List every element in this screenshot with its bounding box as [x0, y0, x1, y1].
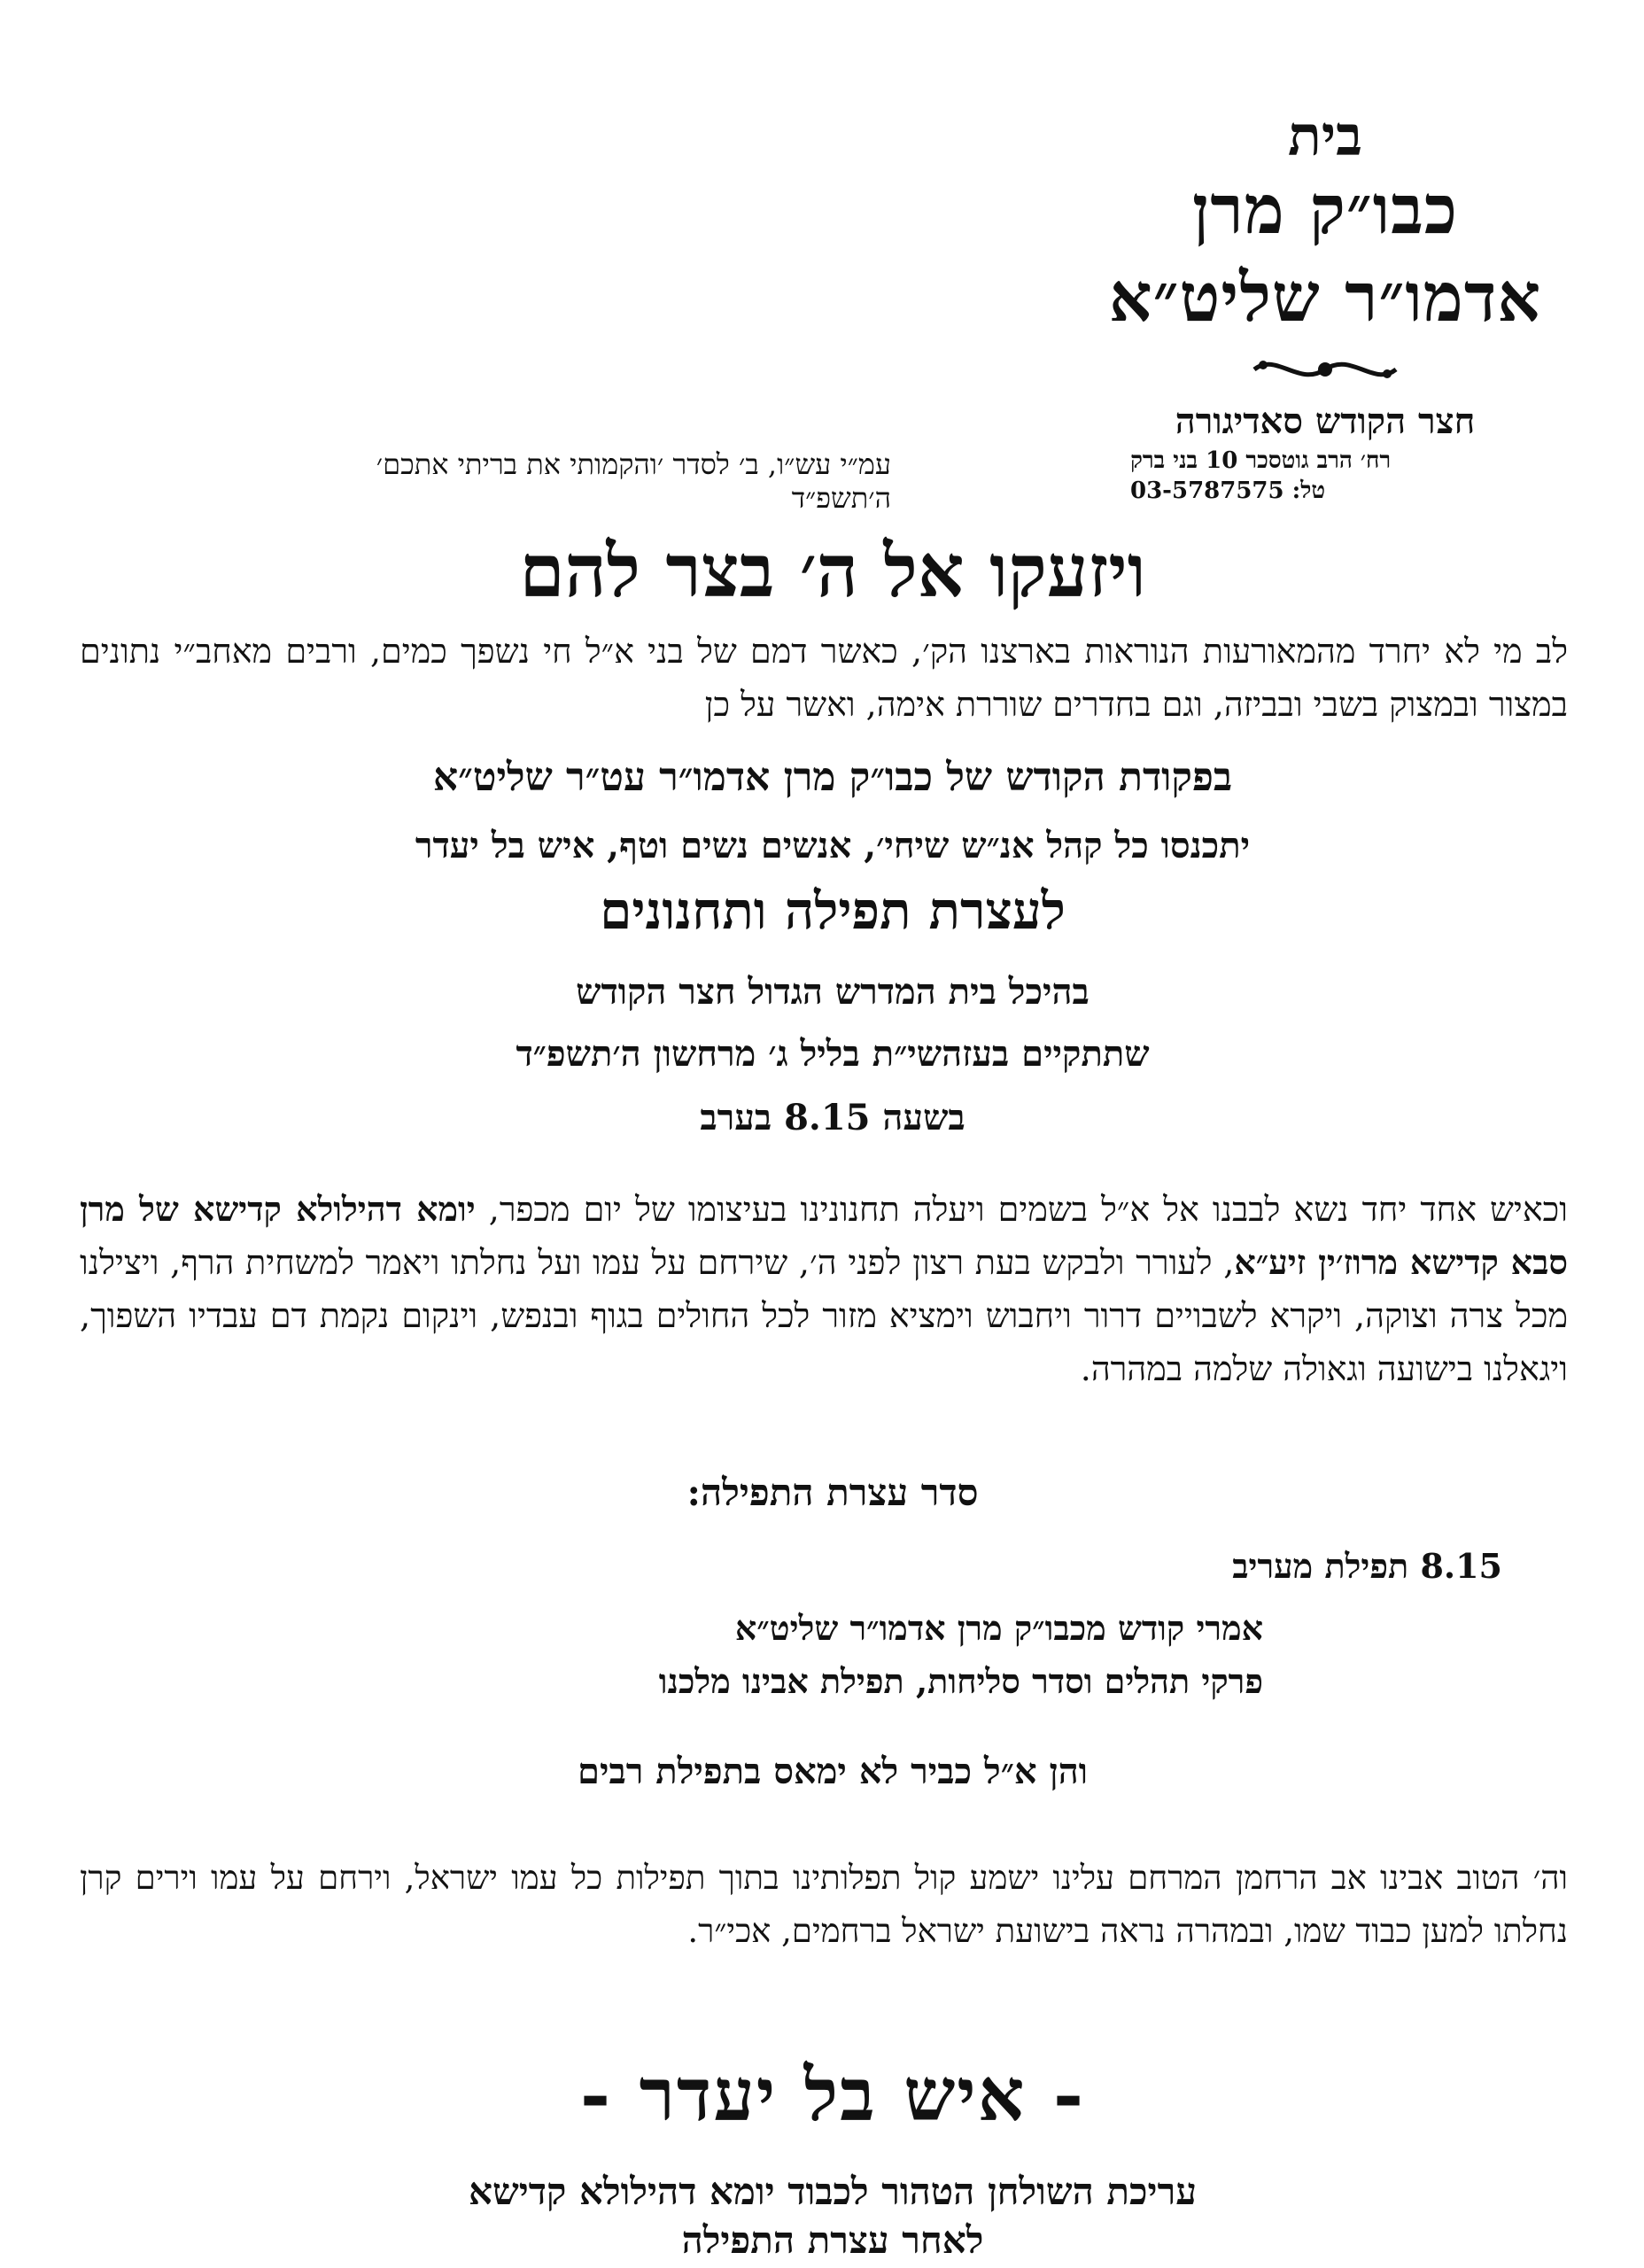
prayer-paragraph-a: וכאיש אחד יחד נשא לבבנו אל א״ל בשמים ויעלה תחנונינו בעיצומו של יום מכפר,: [475, 1190, 1568, 1229]
meal-line-2: לאחר עצרת התפילה: [681, 2218, 984, 2262]
closing-paragraph: וה׳ הטוב אבינו אב הרחמן המרחם עלינו ישמע קול תפלותינו בתוך תפילות כל עמו ישראל, וירחם על עמו וירים קרן נחלתו למען כבוד שמו, ובמהרה נראה בישועת ישראל ברחמים, אכי״ר.: [80, 1859, 1568, 1950]
verse-line: והן א״ל כביר לא ימאס בתפילת רבים: [578, 1751, 1088, 1792]
hilula-highlight: יומא דהילולא קדישא של מרן סבא קדישא מרוז׳ין זיע״א: [80, 1189, 1569, 1282]
letterhead-court: חצר הקודש סאדיגורה: [1175, 400, 1476, 442]
order-item: אמרי קודש מכבו״ק מרן אדמו״ר שליט״א: [734, 1608, 1263, 1648]
letterhead-address: רח׳ הרב גוטסכר 10 בני ברק: [1130, 447, 1392, 474]
order-item: 8.15 תפילת מעריב: [1232, 1546, 1502, 1586]
meal-line-1: עריכת השולחן הטהור לכבוד יומא דהילולא קדישא: [469, 2170, 1197, 2213]
letterhead: [1095, 106, 1555, 507]
letterhead-phone: טל: 03-5787575: [1130, 478, 1326, 505]
gather-line: יתכנסו כל קהל אנ״ש שיחי׳, אנשים נשים וטף, איש בל יעדר: [415, 825, 1251, 866]
order-item: פרקי תהלים וסדר סליחות, תפילת אבינו מלכנו: [658, 1661, 1263, 1701]
prayer-paragraph: [80, 1183, 1568, 1395]
intro-paragraph: לב מי לא יחרד מהמאורעות הנוראות בארצנו הק׳, כאשר דמם של בני א״ל חי נשפך כמים, ורבים מאחב״י נתונים במצור ובמצוק בשבי ובביזה, וגם בחדרים שוררת אימה, ואשר על כן: [80, 632, 1568, 724]
command-line: בפקודת הקודש של כבו״ק מרן אדמו״ר עט״ר שליט״א: [432, 755, 1233, 800]
headline: ויזעקו אל ה׳ בצר להם: [519, 529, 1146, 614]
date-line: שתתקיים בעזהשי״ת בליל ג׳ מרחשון ה׳תשפ״ד: [516, 1033, 1150, 1075]
signature-line: - איש בל יעדר -: [580, 2053, 1085, 2138]
prayer-paragraph-c: , לעורר ולבקש בעת רצון לפני ה׳, שירחם על עמו ועל נחלתו ויאמר למשחית הרף, ויצילנו מכל צרה וצוקה, ויקרא לשבויים דרור ויחבוש וימציא מזור לכל החולים בגוף ובנפש, וינקום נקמת דם עבדיו השפוך, ויגאלנו בישועה וגאולה שלמה במהרה.: [80, 1243, 1568, 1388]
ornament-icon: [1237, 347, 1414, 392]
order-title: סדר עצרת התפילה:: [686, 1471, 979, 1514]
dateline: עמ״י עש״ו, ב׳ לסדר ׳והקמותי את בריתי אתכם׳ ה׳תשפ״ד: [376, 447, 891, 515]
assembly-title: לעצרת תפילה ותחנונים: [600, 881, 1066, 941]
letterhead-name: כבו״ק מרן אדמו״ר שליט״א: [1108, 170, 1542, 337]
time-line: בשעה 8.15 בערב: [700, 1097, 965, 1138]
venue-line: בהיכל בית המדרש הגדול חצר הקודש: [576, 971, 1090, 1013]
letterhead-beit: בית: [1288, 104, 1362, 168]
